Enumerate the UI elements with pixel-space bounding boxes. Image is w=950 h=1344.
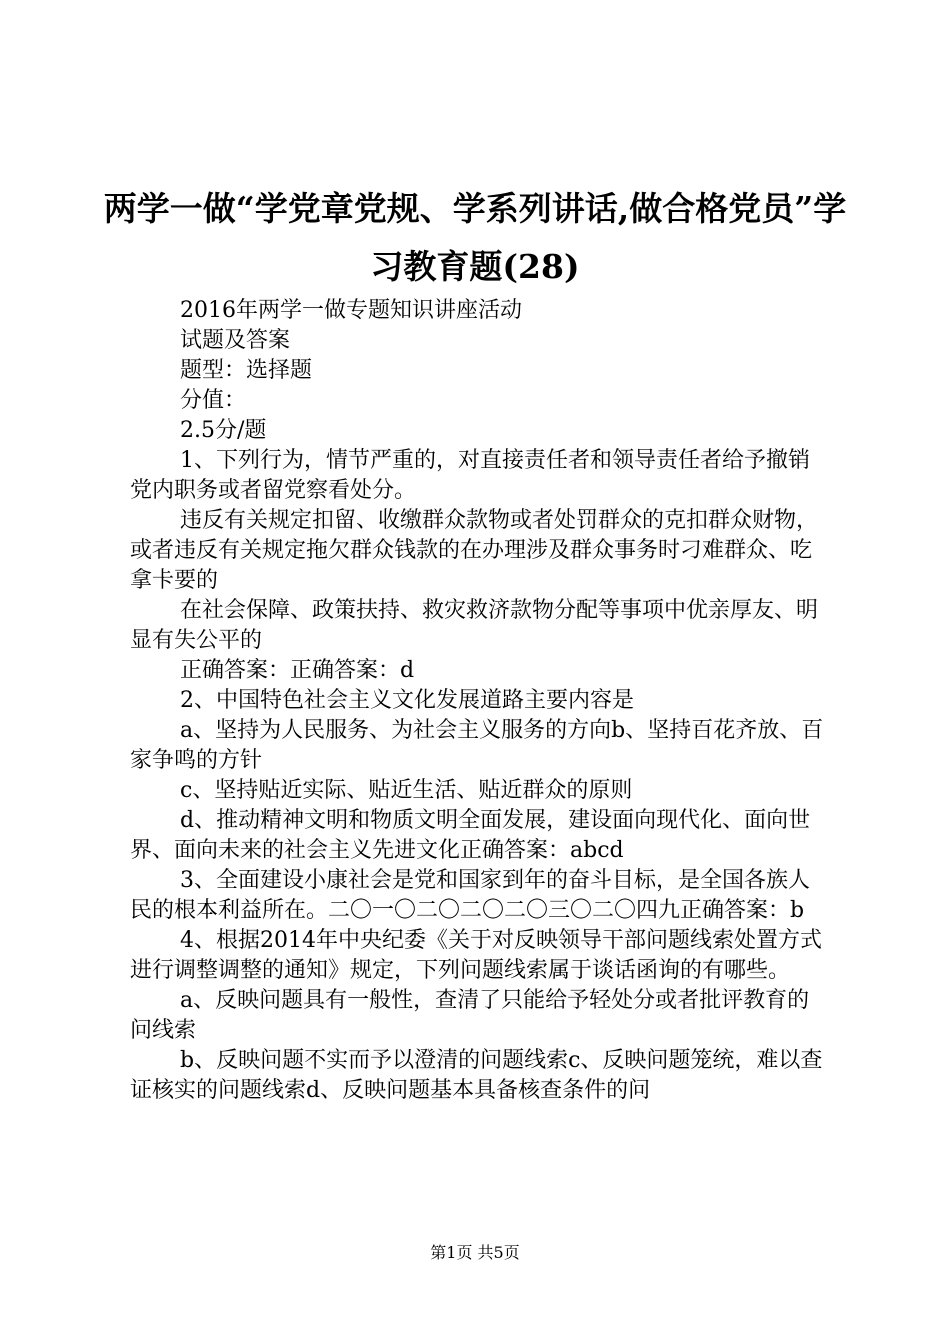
paragraph: 2、中国特色社会主义文化发展道路主要内容是 [180,688,634,713]
paragraph: c、坚持贴近实际、贴近生活、贴近群众的原则 [180,778,633,803]
paragraph: 3、全面建设小康社会是党和国家到年的奋斗目标，是全国各族人民的根本利益所在。二〇一〇二〇二〇二〇三〇二〇四九正确答案：b [130,868,810,923]
paragraph: 4、根据2014年中央纪委《关于对反映领导干部问题线索处置方式进行调整调整的通知》规定，下列问题线索属于谈话函询的有哪些。 [130,928,822,983]
paragraph: d、推动精神文明和物质文明全面发展，建设面向现代化、面向世界、面向未来的社会主义先进文化正确答案：abcd [130,808,811,863]
paragraph: 在社会保障、政策扶持、救灾救济款物分配等事项中优亲厚友、明显有失公平的 [130,598,819,653]
paragraph: 2.5分/题 [180,418,267,443]
paragraph: 正确答案：正确答案：d [180,658,415,683]
paragraph: 1、下列行为，情节严重的，对直接责任者和领导责任者给予撤销党内职务或者留党察看处分。 [130,448,810,503]
document-title: 两学一做“学党章党规、学系列讲话,做合格党员”学习教育题(28) [103,189,847,286]
document-body [130,296,830,1106]
paragraph: 2016年两学一做专题知识讲座活动 [180,298,522,323]
paragraph: a、反映问题具有一般性，查清了只能给予轻处分或者批评教育的问线索 [130,988,810,1043]
page-footer: 第1页 共5页 [430,1243,520,1262]
paragraph: 试题及答案 [180,328,291,353]
paragraph: a、坚持为人民服务、为社会主义服务的方向b、坚持百花齐放、百家争鸣的方针 [130,718,824,773]
paragraph: b、反映问题不实而予以澄清的问题线索c、反映问题笼统，难以查证核实的问题线索d、反映问题基本具备核查条件的问 [130,1048,823,1103]
paragraph: 违反有关规定扣留、收缴群众款物或者处罚群众的克扣群众财物，或者违反有关规定拖欠群众钱款的在办理涉及群众事务时刁难群众、吃拿卡要的 [130,508,819,593]
paragraph: 题型：选择题 [180,358,313,383]
paragraph: 分值： [180,388,247,413]
